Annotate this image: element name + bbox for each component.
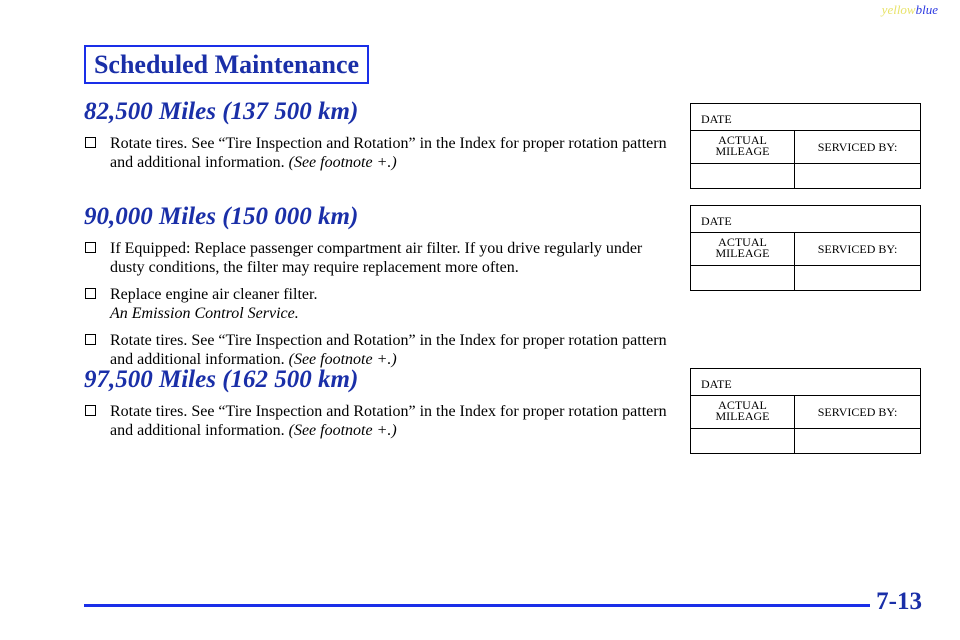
serviced-by-field[interactable]	[795, 164, 920, 188]
checkbox-icon[interactable]	[85, 334, 96, 345]
page-number: 7-13	[876, 588, 922, 615]
date-field[interactable]	[691, 104, 920, 131]
service-log-82500	[690, 103, 921, 189]
checklist-item	[84, 239, 674, 277]
maintenance-section-97500	[84, 366, 674, 448]
service-log-97500	[690, 368, 921, 454]
item-text: Rotate tires. See “Tire Inspection and Rotation” in the Index for proper rotation pattern and additional information.	[110, 332, 667, 368]
serviced-by-label: SERVICED BY:	[817, 140, 898, 154]
page-title: Scheduled Maintenance	[84, 45, 369, 84]
actual-mileage-field[interactable]	[691, 164, 795, 188]
serviced-by-field[interactable]	[795, 266, 920, 290]
item-text: If Equipped: Replace passenger compartment air filter. If you drive regularly under dusty conditions, the filter may require replacement more often.	[110, 240, 643, 276]
checklist-item	[84, 402, 674, 440]
date-field[interactable]	[691, 206, 920, 233]
item-footnote: (See footnote +.)	[288, 351, 397, 368]
checkbox-icon[interactable]	[85, 288, 96, 299]
item-text: Rotate tires. See “Tire Inspection and Rotation” in the Index for proper rotation pattern and additional information.	[110, 403, 667, 439]
actual-mileage-label: ACTUAL MILEAGE	[691, 396, 795, 428]
section-heading: 97,500 Miles (162 500 km)	[84, 366, 359, 393]
footer-rule	[84, 604, 870, 607]
actual-mileage-label: ACTUAL MILEAGE	[691, 233, 795, 265]
serviced-by-field[interactable]	[795, 429, 920, 453]
item-footnote: (See footnote +.)	[288, 422, 397, 439]
edition-marker	[882, 2, 938, 18]
date-label: DATE	[701, 214, 732, 228]
section-heading: 82,500 Miles (137 500 km)	[84, 98, 359, 125]
item-text: Replace engine air cleaner filter.	[110, 286, 318, 303]
serviced-by-label: SERVICED BY:	[817, 242, 898, 256]
checklist-item	[84, 331, 674, 369]
serviced-by-label: SERVICED BY:	[817, 405, 898, 419]
actual-mileage-field[interactable]	[691, 429, 795, 453]
checkbox-icon[interactable]	[85, 242, 96, 253]
edition-marker-blue: blue	[915, 2, 938, 17]
date-label: DATE	[701, 377, 732, 391]
item-text: Rotate tires. See “Tire Inspection and Rotation” in the Index for proper rotation pattern and additional information.	[110, 135, 667, 171]
checklist-item	[84, 285, 674, 323]
maintenance-section-90000	[84, 203, 674, 377]
item-note: An Emission Control Service.	[110, 305, 299, 322]
edition-marker-yellow: yellow	[881, 2, 916, 17]
item-footnote: (See footnote +.)	[288, 154, 397, 171]
maintenance-section-82500	[84, 98, 674, 180]
checkbox-icon[interactable]	[85, 137, 96, 148]
actual-mileage-field[interactable]	[691, 266, 795, 290]
service-log-90000	[690, 205, 921, 291]
checklist-item	[84, 134, 674, 172]
actual-mileage-label: ACTUAL MILEAGE	[691, 131, 795, 163]
checkbox-icon[interactable]	[85, 405, 96, 416]
date-field[interactable]	[691, 369, 920, 396]
section-heading: 90,000 Miles (150 000 km)	[84, 203, 359, 230]
date-label: DATE	[701, 112, 732, 126]
